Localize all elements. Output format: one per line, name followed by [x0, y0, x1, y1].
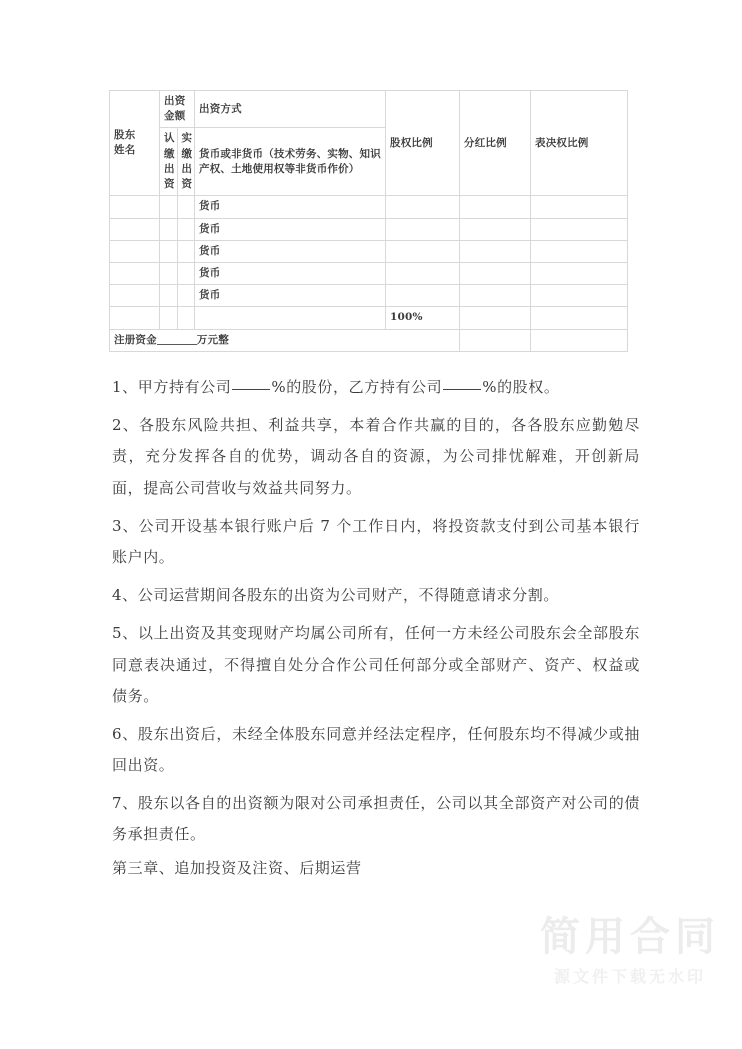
cell-equity[interactable]	[386, 218, 460, 240]
header-subscribed-line2: 出资	[164, 162, 175, 191]
cell-name[interactable]	[110, 196, 160, 218]
item-1-blank-2[interactable]	[443, 389, 481, 390]
header-paidin-line2: 出资	[181, 162, 193, 191]
paragraph-item-1	[112, 372, 640, 403]
header-subscribed-contribution	[160, 128, 178, 196]
cell-dividend[interactable]	[460, 262, 531, 284]
cell-name[interactable]	[110, 285, 160, 307]
shareholder-equity-table	[109, 90, 628, 352]
cell-name[interactable]	[110, 240, 160, 262]
paragraph-item-2: 2、各股东风险共担、利益共享，本着合作共赢的目的，各各股东应勤勉尽责，充分发挥各自的优势，调动各自的资源，为公司排忧解难，开创新局面，提高公司营收与效益共同努力。	[112, 416, 640, 497]
paragraph-item-7: 7、股东以各自的出资额为限对公司承担责任，公司以其全部资产对公司的债务承担责任。	[112, 794, 640, 844]
cell-equity[interactable]	[386, 262, 460, 284]
header-shareholder-name	[110, 91, 160, 196]
header-voting-ratio: 表决权比例	[531, 91, 628, 196]
cell-dividend[interactable]	[460, 240, 531, 262]
header-paidin-line1: 实缴	[181, 132, 193, 160]
registered-capital-suffix: 万元整	[196, 333, 229, 346]
watermark	[540, 914, 720, 987]
header-subscribed-line1: 认缴	[164, 132, 175, 160]
total-cell-dividend[interactable]	[460, 307, 531, 329]
cell-dividend[interactable]	[460, 285, 531, 307]
item-1-seg-3: %的股权。	[482, 378, 560, 396]
cell-paid-in[interactable]	[177, 240, 195, 262]
watermark-tagline: 源文件下载无水印	[553, 967, 706, 986]
cell-method[interactable]: 货币	[195, 285, 386, 307]
table-total-row	[110, 307, 628, 329]
shareholder-equity-table-wrapper	[109, 90, 628, 352]
cell-equity[interactable]	[386, 196, 460, 218]
header-shareholder-name-line2: 姓名	[114, 144, 136, 157]
header-contribution-method: 出资方式	[195, 91, 386, 128]
cell-subscribed[interactable]	[160, 240, 178, 262]
header-shareholder-name-line1: 股东	[114, 128, 136, 141]
cell-method[interactable]: 货币	[195, 218, 386, 240]
cell-subscribed[interactable]	[160, 196, 178, 218]
total-cell-method[interactable]	[195, 307, 386, 329]
item-1-seg-2: %的股份，乙方持有公司	[271, 378, 443, 396]
paragraph-item-4: 4、公司运营期间各股东的出资为公司财产，不得随意请求分割。	[112, 586, 559, 605]
cell-method[interactable]: 货币	[195, 262, 386, 284]
registered-capital-cell[interactable]	[110, 329, 460, 351]
contract-body	[112, 372, 640, 884]
cell-subscribed[interactable]	[160, 218, 178, 240]
cell-paid-in[interactable]	[177, 285, 195, 307]
chapter-3-heading: 第三章、追加投资及注资、后期运营	[112, 858, 362, 877]
paragraph-item-3: 3、公司开设基本银行账户后 7 个工作日内，将投资款支付到公司基本银行账户内。	[112, 516, 640, 566]
table-row	[110, 262, 628, 284]
item-1-seg-1: 1、甲方持有公司	[112, 378, 232, 396]
registered-capital-prefix: 注册资金	[114, 333, 157, 346]
cell-voting[interactable]	[531, 240, 628, 262]
cell-name[interactable]	[110, 262, 160, 284]
cell-subscribed[interactable]	[160, 262, 178, 284]
header-equity-ratio: 股权比例	[386, 91, 460, 196]
table-row	[110, 240, 628, 262]
cell-dividend[interactable]	[460, 218, 531, 240]
paragraph-item-6: 6、股东出资后，未经全体股东同意并经法定程序，任何股东均不得减少或抽回出资。	[112, 724, 640, 775]
table-row	[110, 196, 628, 218]
cell-equity[interactable]	[386, 240, 460, 262]
cell-voting[interactable]	[531, 218, 628, 240]
total-cell-paid-in[interactable]	[177, 307, 195, 329]
table-row	[110, 285, 628, 307]
total-cell-subscribed[interactable]	[160, 307, 178, 329]
total-cell-name[interactable]	[110, 307, 160, 329]
cell-method[interactable]: 货币	[195, 240, 386, 262]
registered-capital-spacer-1	[460, 329, 531, 351]
table-header-row-1	[110, 91, 628, 128]
cell-equity[interactable]	[386, 285, 460, 307]
watermark-brand: 简用合同	[540, 914, 720, 960]
registered-capital-spacer-2	[531, 329, 628, 351]
total-cell-voting[interactable]	[531, 307, 628, 329]
cell-paid-in[interactable]	[177, 262, 195, 284]
header-contribution-amount: 出资金额	[160, 91, 195, 128]
paragraph-item-5: 5、以上出资及其变现财产均属公司所有，任何一方未经公司股东会全部股东同意表决通过，不得擅自处分合作公司任何部分或全部财产、资产、权益或债务。	[112, 624, 640, 705]
cell-voting[interactable]	[531, 196, 628, 218]
cell-paid-in[interactable]	[177, 218, 195, 240]
cell-method[interactable]: 货币	[195, 196, 386, 218]
header-method-detail: 货币或非货币（技术劳务、实物、知识产权、土地使用权等非货币作价）	[195, 128, 386, 196]
cell-paid-in[interactable]	[177, 196, 195, 218]
table-registered-capital-row	[110, 329, 628, 351]
cell-subscribed[interactable]	[160, 285, 178, 307]
cell-dividend[interactable]	[460, 196, 531, 218]
cell-voting[interactable]	[531, 262, 628, 284]
cell-name[interactable]	[110, 218, 160, 240]
cell-voting[interactable]	[531, 285, 628, 307]
registered-capital-blank[interactable]	[157, 344, 197, 345]
header-dividend-ratio: 分红比例	[460, 91, 531, 196]
header-paid-in-contribution	[177, 128, 195, 196]
total-cell-equity[interactable]: 100%	[386, 307, 460, 329]
table-row	[110, 218, 628, 240]
item-1-blank-1[interactable]	[232, 389, 270, 390]
